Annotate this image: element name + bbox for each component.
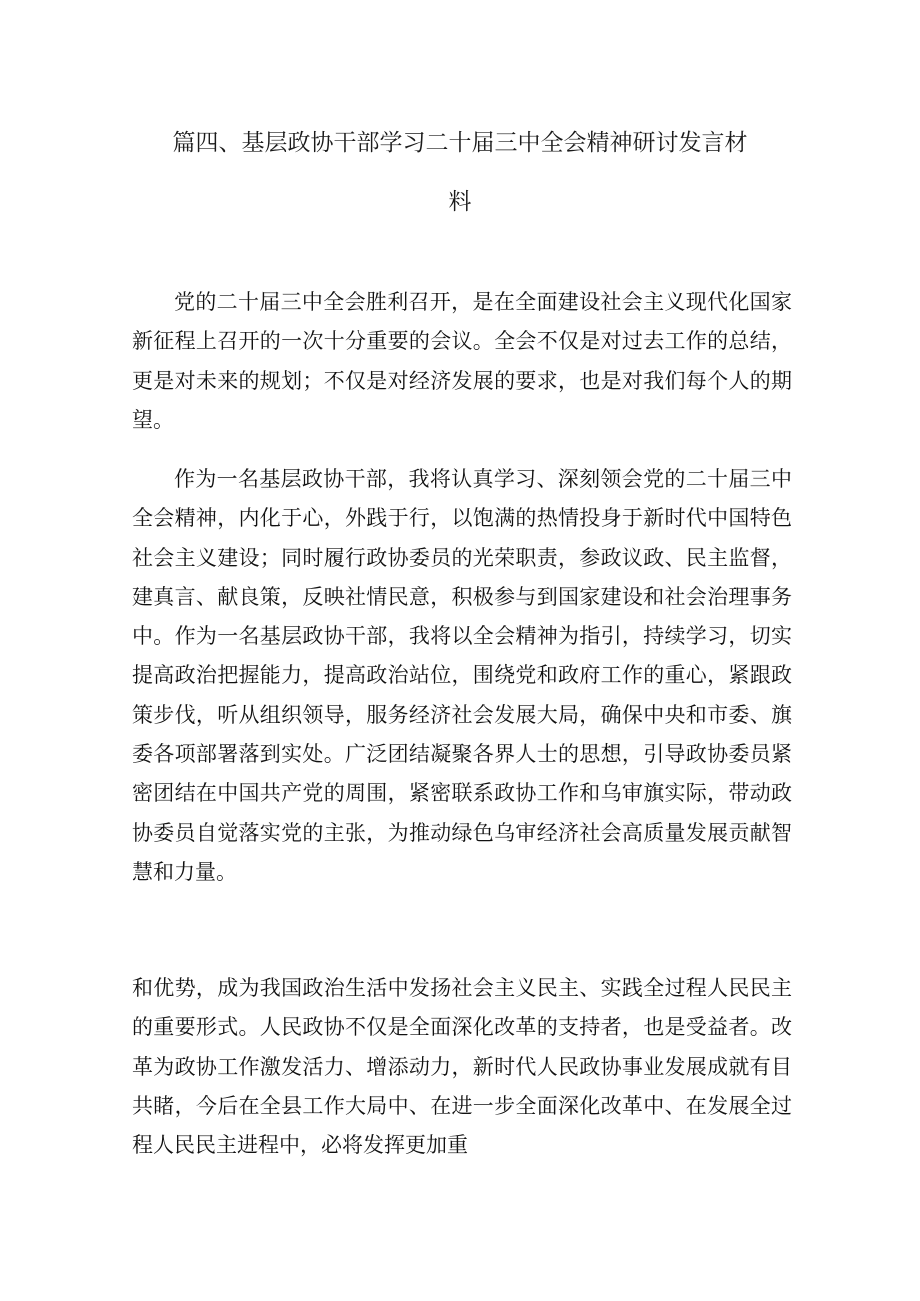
document-title-line-2: 料 <box>448 189 472 215</box>
paragraph-2: 作为一名基层政协干部，我将认真学习、深刻领会党的二十届三中全会精神，内化于心，外践于行，以饱满的热情投身于新时代中国特色社会主义建设；同时履行政协委员的光荣职责，参政议政、民主监督，建真言、献良策，反映社情民意，积极参与到国家建设和社会治理事务中。作为一名基层政协干部，我将以全会精神为指引，持续学习，切实提高政治把握能力，提高政治站位，围绕党和政府工作的重心，紧跟政策步伐，听从组织领导，服务经济社会发展大局，确保中央和市委、旗委各项部署落到实处。广泛团结凝聚各界人士的思想，引导政协委员紧密团结在中国共产党的周围，紧密联系政协工作和乌审旗实际，带动政协委员自觉落实党的主张，为推动绿色乌审经济社会高质量发展贡献智慧和力量。 <box>132 467 792 884</box>
paragraph-3: 和优势，成为我国政治生活中发扬社会主义民主、实践全过程人民民主的重要形式。人民政协不仅是全面深化改革的支持者，也是受益者。改革为政协工作激发活力、增添动力，新时代人民政协事业发展成就有目共睹，今后在全县工作大局中、在进一步全面深化改革中、在发展全过程人民民主进程中，必将发挥更加重 <box>132 976 792 1158</box>
document-title-line-1: 篇四、基层政协干部学习二十届三中全会精神研讨发言材 <box>172 130 748 156</box>
paragraph-1: 党的二十届三中全会胜利召开，是在全面建设社会主义现代化国家新征程上召开的一次十分重要的会议。全会不仅是对过去工作的总结，更是对未来的规划；不仅是对经济发展的要求，也是对我们每个人的期望。 <box>132 290 792 432</box>
